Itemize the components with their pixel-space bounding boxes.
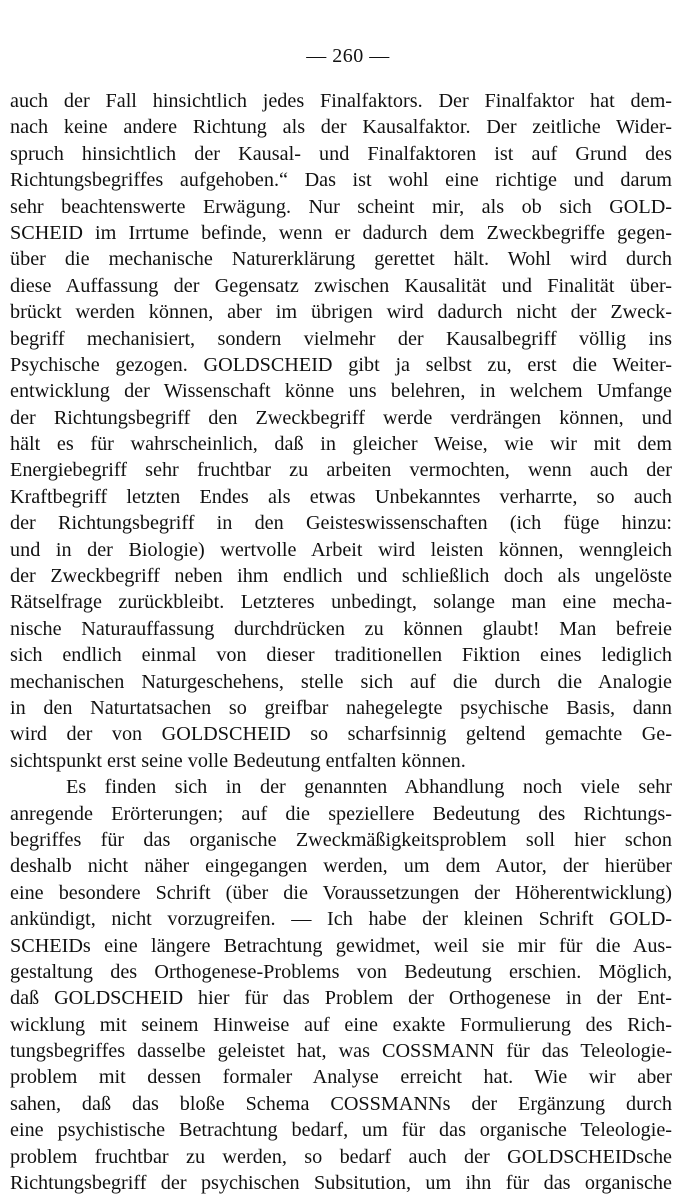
text-line: tungsbegriffes dasselbe geleistet hat, was COSSMANN für das Teleologie- — [10, 1040, 672, 1063]
text-line: eine psychistische Betrachtung bedarf, um für das organische Teleologie- — [10, 1119, 672, 1142]
text-line: Energiebegriff sehr fruchtbar zu arbeiten vermochten, wenn auch der — [10, 459, 672, 482]
text-line: gestaltung des Orthogenese-Problems von Bedeutung erschien. Möglich, — [10, 960, 672, 983]
text-line: ankündigt, nicht vorzugreifen. — Ich habe der kleinen Schrift GOLD- — [10, 908, 672, 931]
book-page — [10, 36, 672, 1196]
paragraph-1 — [10, 88, 672, 774]
text-line: der Richtungsbegriff den Zweckbegriff werde verdrängen können, und — [10, 406, 672, 429]
text-line: diese Auffassung der Gegensatz zwischen Kausalität und Finalität über- — [10, 274, 672, 297]
text-line: daß GOLDSCHEID hier für das Problem der Orthogenese in der Ent- — [10, 987, 672, 1010]
text-line: sich endlich einmal von dieser traditionellen Fiktion eines lediglich — [10, 644, 672, 667]
text-line: eine besondere Schrift (über die Voraussetzungen der Höherentwicklung) — [10, 881, 672, 904]
text-line: über die mechanische Naturerklärung gerettet hält. Wohl wird durch — [10, 248, 672, 271]
text-line: sehr beachtenswerte Erwägung. Nur scheint mir, als ob sich GOLD- — [10, 195, 672, 218]
text-line: in den Naturtatsachen so greifbar nahegelegte psychische Basis, dann — [10, 696, 672, 719]
text-line: begriffes für das organische Zweckmäßigkeitsproblem soll hier schon — [10, 828, 672, 851]
body-text — [10, 88, 672, 1196]
text-line: nische Naturauffassung durchdrücken zu können glaubt! Man befreie — [10, 617, 672, 640]
text-line: sahen, daß das bloße Schema COSSMANNs der Ergänzung durch — [10, 1092, 672, 1115]
text-line: wird der von GOLDSCHEID so scharfsinnig geltend gemachte Ge- — [10, 723, 672, 746]
text-line: Kraftbegriff letzten Endes als etwas Unbekanntes verharrte, so auch — [10, 485, 672, 508]
text-line: nach keine andere Richtung als der Kausalfaktor. Der zeitliche Wider- — [10, 116, 672, 139]
text-line: wicklung mit seinem Hinweise auf eine exakte Formulierung des Rich- — [10, 1013, 672, 1036]
text-line: Es finden sich in der genannten Abhandlung noch viele sehr — [66, 776, 672, 799]
text-line: spruch hinsichtlich der Kausal- und Finalfaktoren ist auf Grund des — [10, 142, 672, 165]
text-line: der Zweckbegriff neben ihm endlich und schließlich doch als ungelöste — [10, 565, 672, 588]
text-line: der Richtungsbegriff in den Geisteswissenschaften (ich füge hinzu: — [10, 512, 672, 535]
text-line: sichtspunkt erst seine volle Bedeutung entfalten können. — [10, 749, 466, 772]
text-line: Richtungsbegriff der psychischen Subsitution, um ihn für das organische — [10, 1172, 672, 1195]
text-line: SCHEIDs eine längere Betrachtung gewidmet, weil sie mir für die Aus- — [10, 934, 672, 957]
text-line: hält es für wahrscheinlich, daß in gleicher Weise, wie wir mit dem — [10, 433, 672, 456]
paragraph-2 — [10, 774, 672, 1196]
text-line: mechanischen Naturgeschehens, stelle sich auf die durch die Analogie — [10, 670, 672, 693]
text-line: problem fruchtbar zu werden, so bedarf auch der GOLDSCHEIDsche — [10, 1145, 672, 1168]
text-line: SCHEID im Irrtume befinde, wenn er dadurch dem Zweckbegriffe gegen- — [10, 221, 672, 244]
text-line: anregende Erörterungen; auf die speziellere Bedeutung des Richtungs- — [10, 802, 672, 825]
text-line: entwicklung der Wissenschaft könne uns belehren, in welchem Umfange — [10, 380, 672, 403]
text-line: begriff mechanisiert, sondern vielmehr der Kausalbegriff völlig ins — [10, 327, 672, 350]
text-line: brückt werden können, aber im übrigen wird dadurch nicht der Zweck- — [10, 301, 672, 324]
text-line: Richtungsbegriffes aufgehoben.“ Das ist wohl eine richtige und darum — [10, 169, 672, 192]
text-line: auch der Fall hinsichtlich jedes Finalfaktors. Der Finalfaktor hat dem- — [10, 90, 672, 112]
text-line: Rätselfrage zurückbleibt. Letzteres unbedingt, solange man eine mecha- — [10, 591, 672, 614]
text-line: problem mit dessen formaler Analyse erreicht hat. Wie wir aber — [10, 1066, 672, 1089]
text-line: deshalb nicht näher eingegangen werden, um dem Autor, der hierüber — [10, 855, 672, 878]
page-number: — 260 — — [306, 45, 390, 67]
text-line: Psychische gezogen. GOLDSCHEID gibt ja selbst zu, erst die Weiter- — [10, 353, 672, 376]
text-line: und in der Biologie) wertvolle Arbeit wird leisten können, wenngleich — [10, 538, 672, 561]
